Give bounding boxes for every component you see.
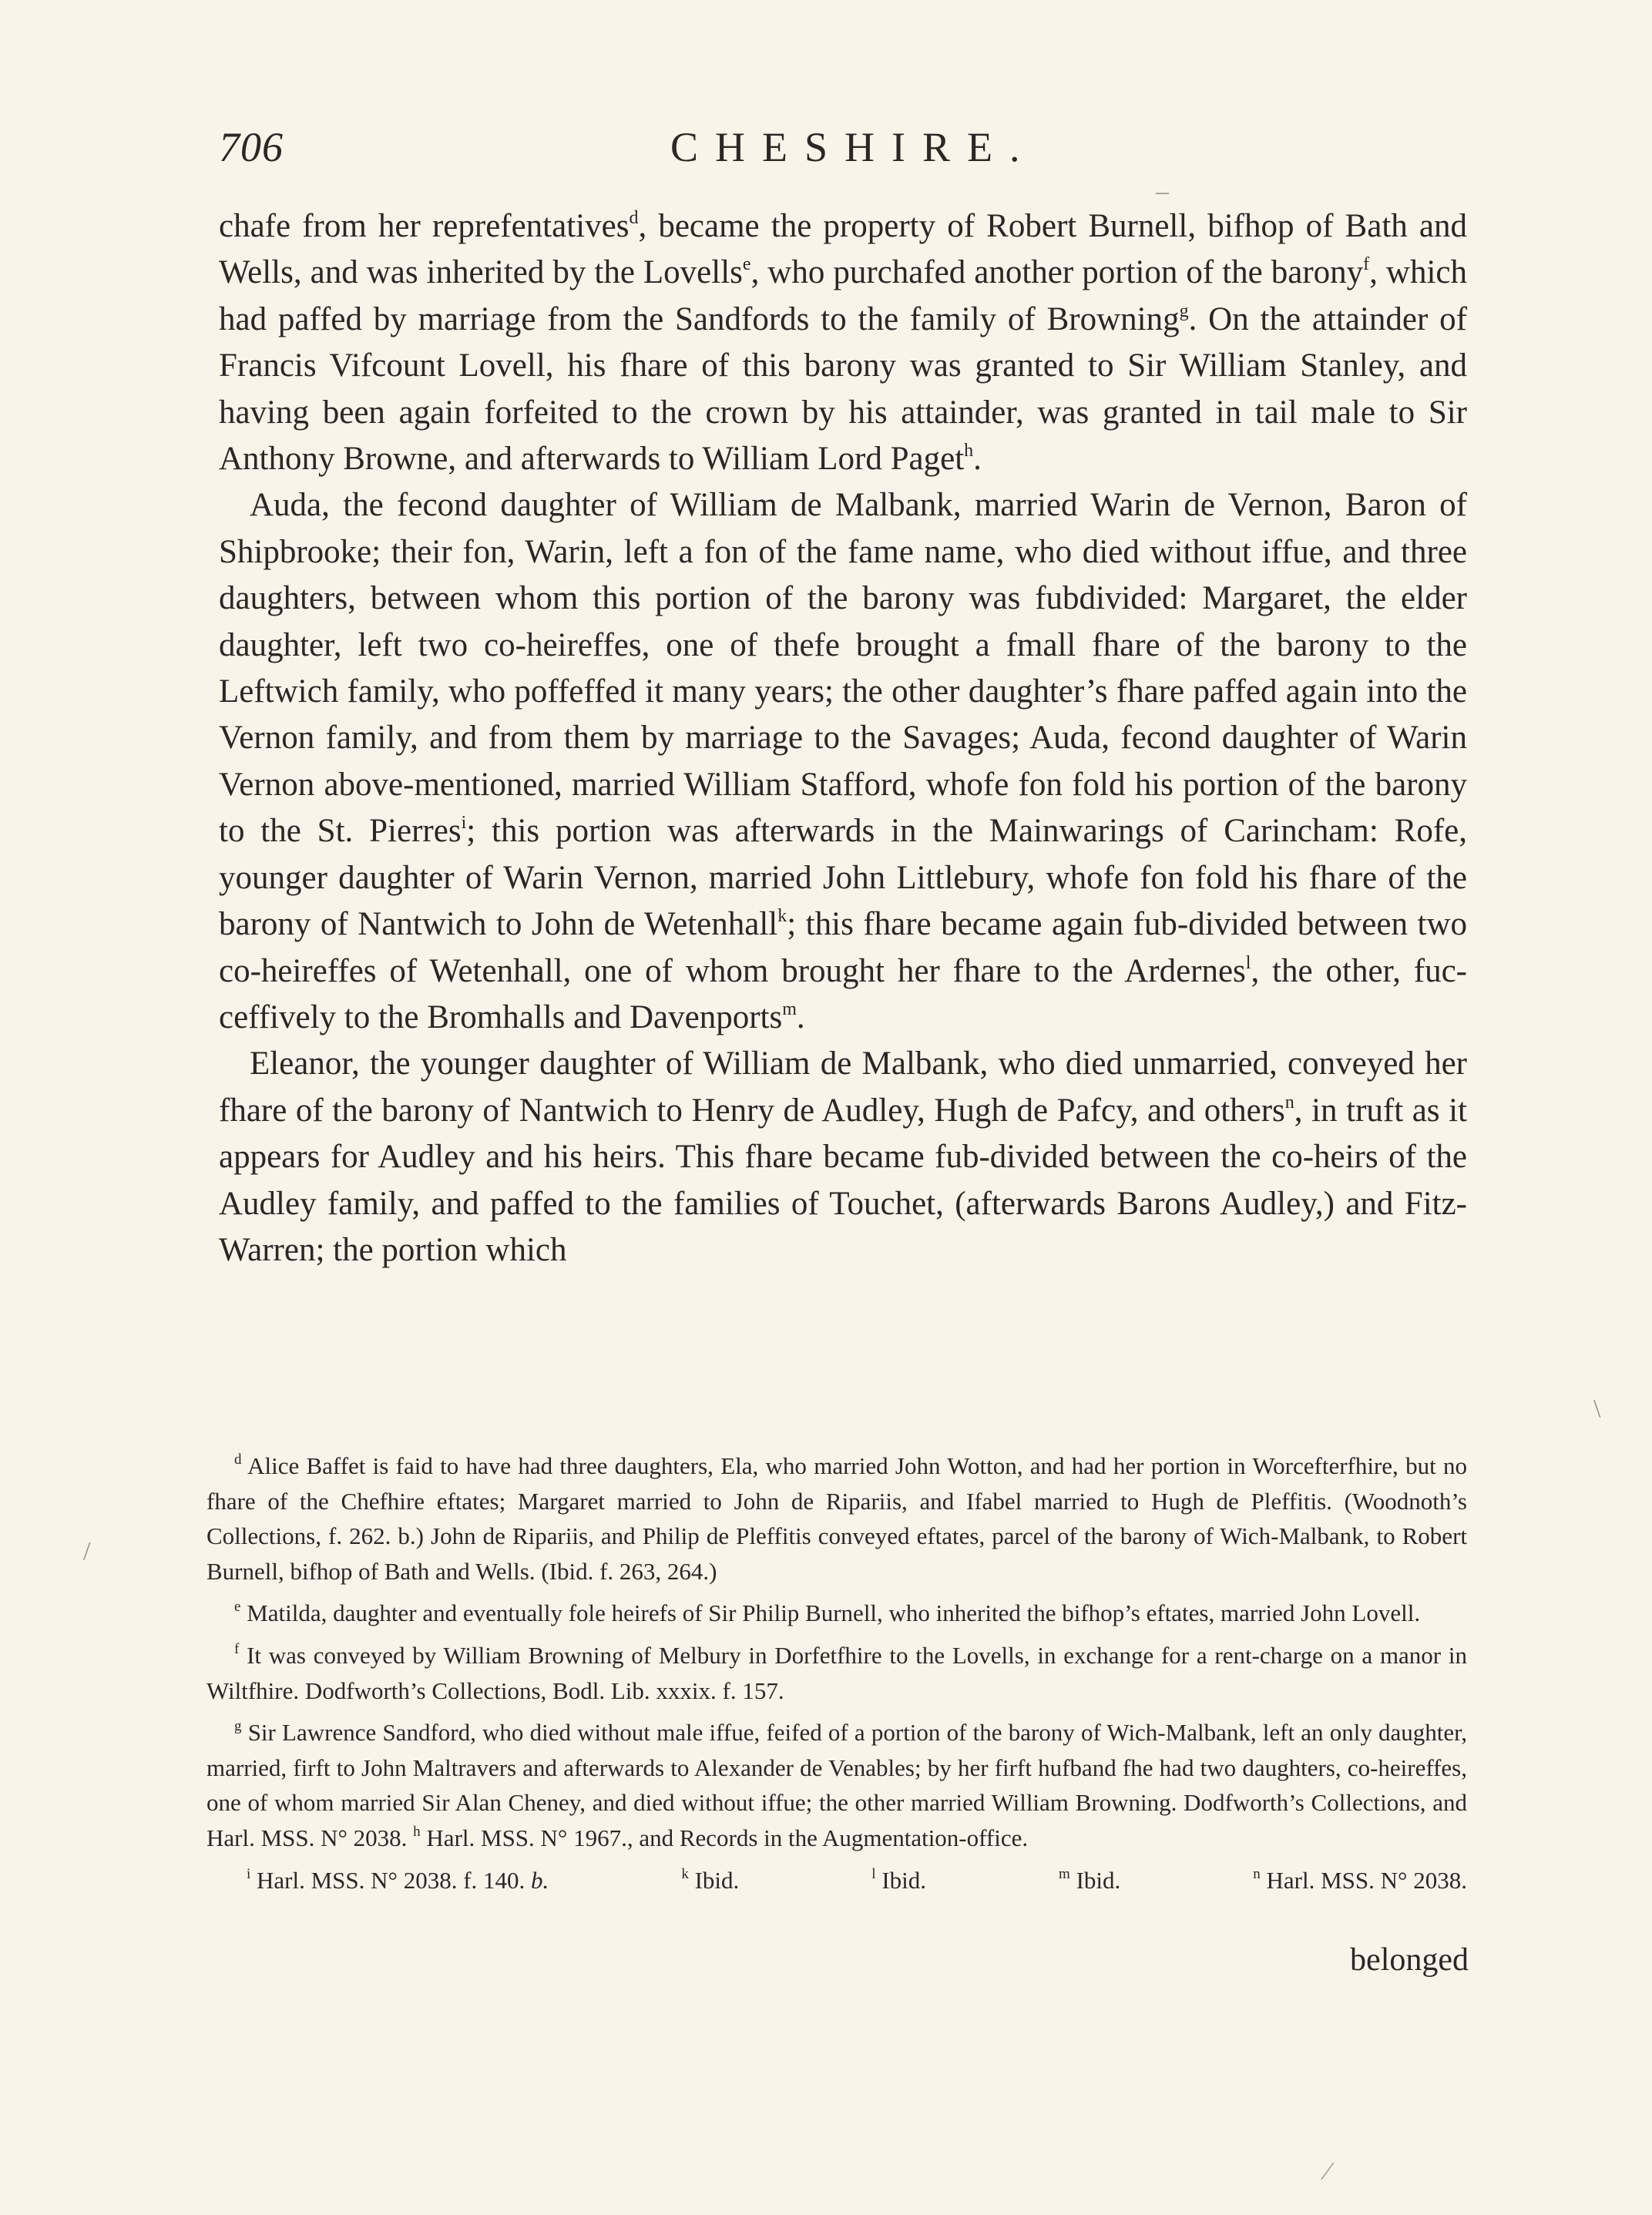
main-text <box>219 203 1467 1274</box>
text-run: Matilda, daughter and eventually fole heirefs of Sir Philip Burnell, who inherited the bifhop’s eftates, married John Lovell. <box>240 1599 1421 1627</box>
text-run: ; this portion was afterwards in the Mainwarings of Carincham: Rofe, younger daughter of Warin Vernon, married John Littlebury, whofe fon fold his fhare of the barony of Nantwich to John de Wetenhall <box>219 813 1467 943</box>
text-run: chafe from her reprefentatives <box>219 208 630 244</box>
running-head: CHESHIRE. <box>670 124 1037 170</box>
footnote-marker: g <box>234 1718 242 1735</box>
stray-mark: \ <box>1593 1394 1601 1423</box>
text-run: ; this fhare became again fub-divided between two co-heireffes of Wetenhall, one of whom brought her fhare to the Ardernes <box>219 906 1467 989</box>
footnote-marker: k <box>777 906 787 927</box>
text-run: , became the property of Robert Burnell, bifhop of Bath and Wells, and was inherited by the Lovells <box>219 208 1467 291</box>
text-run: Eleanor, the younger daughter of William de Malbank, who died unmarried, conveyed her fhare of the barony of Nantwich to Henry de Audley, Hugh de Pafcy, and others <box>219 1045 1467 1129</box>
footnote-marker: e <box>234 1599 241 1616</box>
footnotes <box>206 1448 1467 1898</box>
footnote <box>206 1715 1467 1855</box>
text-run: Harl. MSS. N° 1967., and Records in the Augmentation-office. <box>420 1824 1029 1851</box>
footnote-marker: i <box>461 813 467 834</box>
footnote-marker: g <box>1179 300 1189 321</box>
text-run: Auda, the fecond daughter of William de Malbank, married Warin de Vernon, Baron of Shipbrooke; their fon, Warin, left a fon of the fame name, who died without iffue, and three daughters, between whom this portion of the barony was fubdivided: Margaret, the elder daughter, left two co-heireffes, one of thefe brought a fmall fhare of the barony to the Leftwich family, who poffeffed it many years; the other daughter’s fhare paffed again into the Vernon family, and from them by marriage to the Savages; Auda, fecond daughter of Warin Vernon above-mentioned, married William Stafford, whofe fon fold his portion of the barony to the St. Pierres <box>219 487 1467 850</box>
footnote-marker: f <box>1363 254 1370 275</box>
text-run: . On the attainder of Francis Vifcount Lovell, his fhare of this barony was granted to Sir William Stanley, and having been again forfeited to the crown by his attainder, was granted in tail male to Sir Anthony Browne, and afterwards to William Lord Paget <box>219 300 1467 478</box>
footnote-marker: n <box>1284 1092 1294 1113</box>
paragraph <box>219 482 1467 1041</box>
text-run: , which had paffed by marriage from the Sandfords to the family of Browning <box>219 254 1468 337</box>
footnote-references <box>206 1863 1467 1898</box>
footnote-marker: h <box>413 1823 421 1840</box>
footnote <box>206 1596 1467 1631</box>
text-run: . <box>796 998 805 1035</box>
text-run: , the other, fuc-ceffively to the Bromhalls and Davenports <box>219 952 1467 1035</box>
footnote-ref: $^k$ Ibid. <box>681 1865 740 1894</box>
text-run: Alice Baffet is faid to have had three daughters, Ela, who married John Wotton, and had her portion in Worcefterfhire, but no fhare of the Chefhire eftates; Margaret married to John de Ripariis, and Ifabel married to Hugh de Pleffitis. (Woodnoth’s Collections, f. 262. b.) John de Ripariis, and Philip de Pleffitis conveyed eftates, parcel of the barony of Wich-Malbank, to Robert Burnell, bifhop of Bath and Wells. (Ibid. f. 263, 264.) <box>206 1452 1467 1585</box>
paragraph <box>219 1041 1467 1274</box>
text-run: It was conveyed by William Browning of Melbury in Dorfetfhire to the Lovells, in exchange for a rent-charge on a manor in Wiltfhire. Dodfworth’s Collections, Bodl. Lib. xxxix. f. 157. <box>206 1641 1467 1704</box>
footnote-marker: h <box>964 441 974 461</box>
text-run: , who purchafed another portion of the barony <box>750 254 1364 291</box>
footnote-ref: $^n$ Harl. MSS. N° 2038. <box>1253 1865 1467 1894</box>
footnote <box>206 1448 1467 1589</box>
footnote-ref: $^l$ Ibid. <box>871 1865 926 1894</box>
footnote-ref: $^m$ Ibid. <box>1059 1865 1121 1894</box>
stray-mark: / <box>83 1537 91 1566</box>
text-run: Sir Lawrence Sandford, who died without male iffue, feifed of a portion of the barony of Wich-Malbank, left an only daughter, married, firft to John Maltravers and afterwards to Alexander de Venables; by her firft hufband fhe had two daughters, co-heireffes, one of whom married Sir Alan Cheney, and died without iffue; the other married William Browning. Dodfworth’s Collections, and Harl. MSS. N° 2038. <box>206 1719 1467 1851</box>
catchword: belonged <box>1350 1942 1469 1978</box>
text-run: . <box>973 441 982 478</box>
page-number: 706 <box>219 124 284 170</box>
paragraph <box>219 203 1467 482</box>
footnote-ref: $^i$ Harl. MSS. N° 2038. f. 140. b. <box>247 1865 549 1894</box>
footnote-marker: l <box>1245 952 1251 973</box>
footnote-marker: d <box>629 208 639 228</box>
footnote-marker: m <box>782 998 797 1019</box>
footnote-marker: f <box>234 1640 240 1657</box>
stray-mark: – <box>1156 177 1169 206</box>
text-run: , in truft as it appears for Audley and his heirs. This fhare became fub-divided between the co-heirs of the Audley family, and paffed to the families of Touchet, (afterwards Barons Audley,) and Fitz-Warren; the portion which <box>219 1092 1467 1268</box>
footnote <box>206 1638 1467 1708</box>
footnote-marker: d <box>234 1451 242 1468</box>
stray-mark: ⁄ <box>1325 2157 1330 2186</box>
text-run <box>407 1824 413 1851</box>
footnote-marker: e <box>742 254 751 275</box>
